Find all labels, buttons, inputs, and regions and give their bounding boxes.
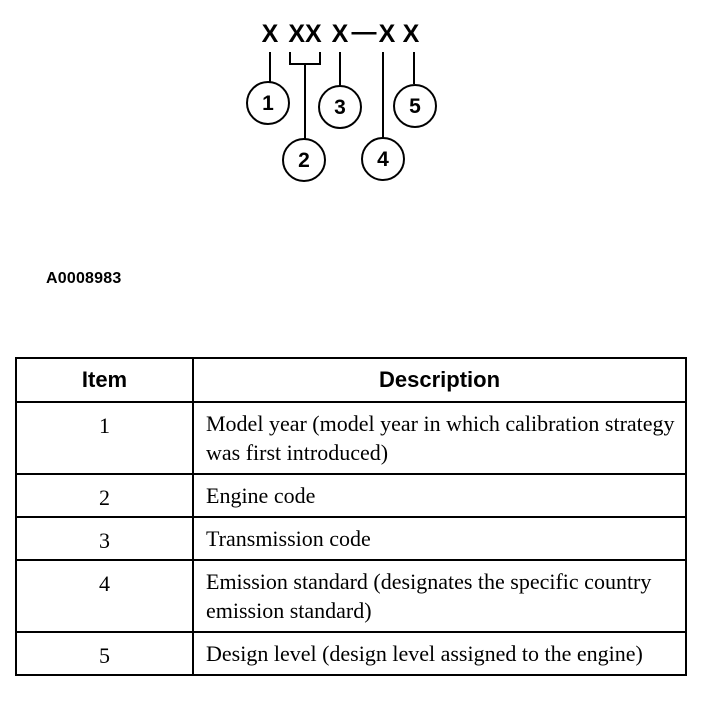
header-item: Item (16, 358, 193, 402)
table-row (16, 474, 686, 517)
code-separator: — (351, 18, 377, 46)
figure-id-label: A0008983 (46, 270, 122, 287)
item-number: 4 (16, 560, 193, 632)
item-description: Transmission code (193, 517, 686, 560)
item-number: 1 (16, 402, 193, 474)
callout-3 (319, 86, 361, 128)
callout-1 (247, 82, 289, 124)
callout-4-number: 4 (377, 148, 389, 171)
table-row (16, 560, 686, 632)
code-char-3: X (331, 20, 349, 48)
callout-5-number: 5 (409, 95, 421, 118)
table-row (16, 632, 686, 675)
item-number: 3 (16, 517, 193, 560)
table-row (16, 517, 686, 560)
header-description: Description (193, 358, 686, 402)
callout-1-number: 1 (262, 92, 274, 115)
table-row (16, 402, 686, 474)
table-header-row (16, 358, 686, 402)
code-char-1: X (261, 20, 279, 48)
item-description: Engine code (193, 474, 686, 517)
item-description: Design level (design level assigned to the engine) (193, 632, 686, 675)
item-number: 5 (16, 632, 193, 675)
item-description: Emission standard (designates the specific country emission standard) (193, 560, 686, 632)
callout-2 (283, 139, 325, 181)
bracket-2 (290, 52, 320, 64)
description-table (15, 357, 687, 676)
item-description: Model year (model year in which calibration strategy was first introduced) (193, 402, 686, 474)
item-number: 2 (16, 474, 193, 517)
callout-2-number: 2 (298, 149, 310, 172)
callout-3-number: 3 (334, 96, 346, 119)
code-char-4: X (378, 20, 396, 48)
code-char-2: XX (288, 20, 322, 48)
code-char-5: X (402, 20, 420, 48)
callout-5 (394, 85, 436, 127)
callout-4 (362, 138, 404, 180)
code-format-diagram (0, 0, 704, 260)
